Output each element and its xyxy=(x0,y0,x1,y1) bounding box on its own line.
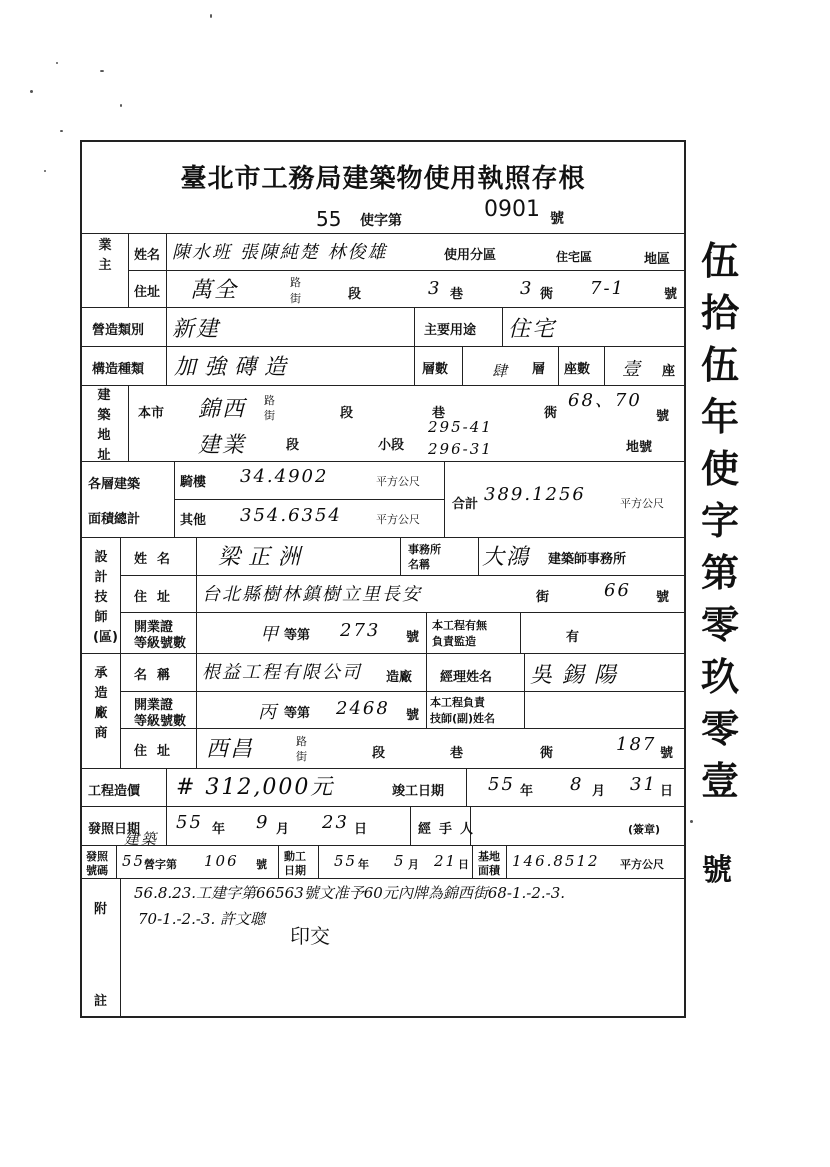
floors-unit: 層 xyxy=(532,362,546,377)
designer-office-label-2: 名稱 xyxy=(408,558,430,571)
arcade-value: 34.4902 xyxy=(240,466,329,487)
designer-sup-label-1: 本工程有無 xyxy=(432,619,487,632)
contractor-addr-nong: 衖 xyxy=(540,746,554,761)
designer-lic-label-1: 開業證 xyxy=(134,620,174,635)
owner-addr-road: 路 xyxy=(290,276,301,289)
owner-name-value: 陳水班 張陳純楚 林俊雄 xyxy=(172,242,388,263)
base-label-2: 面積 xyxy=(478,864,500,877)
base-value: 146.8512 xyxy=(512,852,600,870)
contractor-addr-label: 住址 xyxy=(134,744,181,759)
start-year: 55 xyxy=(334,852,358,870)
arcade-label: 騎樓 xyxy=(180,475,207,490)
site-lot2: 296-31 xyxy=(428,440,493,458)
done-month: 8 xyxy=(570,774,584,795)
permit-year: 55 xyxy=(122,852,146,870)
designer-name: 梁正洲 xyxy=(218,545,309,570)
area-total-unit: 平方公尺 xyxy=(620,497,664,510)
bldgs-value: 壹 xyxy=(622,359,642,380)
contractor-addr-road: 路 xyxy=(296,735,307,748)
done-date-label: 竣工日期 xyxy=(392,784,445,799)
license-label: 使字第 xyxy=(360,213,402,229)
start-year-unit: 年 xyxy=(358,858,369,871)
contractor-addr-duan: 段 xyxy=(372,746,386,761)
owner-addr-xiang-no: 3 xyxy=(428,278,442,299)
start-month: 5 xyxy=(394,852,406,870)
designer-lic-label-2: 等級號數 xyxy=(134,636,187,651)
contractor-eng-label-2: 技師(副)姓名 xyxy=(430,712,496,725)
done-day: 31 xyxy=(630,774,657,795)
side-mark: 伍拾伍年使字第零玖零壹 xyxy=(700,238,739,803)
structure-value: 加強磚造 xyxy=(174,355,295,380)
designer-addr-jie: 街 xyxy=(536,590,550,605)
issue-month: 9 xyxy=(256,812,270,833)
designer-office-label-1: 事務所 xyxy=(408,543,441,556)
area-total-label: 合計 xyxy=(452,497,479,512)
remarks-label-1: 附 xyxy=(94,902,108,917)
other-value: 354.6354 xyxy=(240,505,342,526)
site-jie: 街 xyxy=(264,409,275,422)
done-year-unit: 年 xyxy=(520,784,534,799)
site-duan: 段 xyxy=(340,406,354,421)
issue-date-label: 發照日期 xyxy=(88,822,141,837)
contractor-lic-label-1: 開業證 xyxy=(134,698,174,713)
bldgs-unit: 座 xyxy=(662,364,676,379)
cost-label: 工程造價 xyxy=(88,784,141,799)
done-month-unit: 月 xyxy=(592,784,606,799)
contractor-mgr-value: 吳錫陽 xyxy=(530,663,627,688)
seal-label: (簽章) xyxy=(628,823,661,836)
contractor-label: 承造廠商 xyxy=(94,666,108,741)
issue-year: 55 xyxy=(176,812,203,833)
owner-addr-street: 萬全 xyxy=(190,278,239,303)
structure-label: 構造種類 xyxy=(92,362,145,377)
owner-section-label xyxy=(97,236,113,276)
issue-month-unit: 月 xyxy=(276,822,290,837)
contractor-lic-grade: 丙 xyxy=(258,702,278,723)
site-road-value: 錦西 xyxy=(198,397,247,422)
permit-no: 106 xyxy=(204,852,239,870)
permit-hao: 號 xyxy=(256,858,267,871)
build-type-value: 新建 xyxy=(172,317,221,342)
contractor-mgr-label: 經理姓名 xyxy=(440,670,493,685)
owner-addr-nong: 衖 xyxy=(540,287,554,302)
issue-day: 23 xyxy=(322,812,349,833)
permit-label-2: 號碼 xyxy=(86,864,108,877)
license-year: 55 xyxy=(316,207,342,231)
permit-prefix: 營字第 xyxy=(144,858,177,871)
owner-addr-hao: 號 xyxy=(664,287,678,302)
contractor-addr-hao-no: 187 xyxy=(616,734,657,755)
zone-value: 住宅區 xyxy=(556,250,593,264)
cost-value: # 312,000元 xyxy=(176,775,335,800)
area-label-2: 面積總計 xyxy=(88,512,141,527)
area-total-value: 389.1256 xyxy=(484,484,586,505)
license-suffix: 號 xyxy=(550,211,564,227)
designer-office-suffix: 建築師事務所 xyxy=(548,552,627,567)
site-hao-value: 68、70 xyxy=(568,390,642,411)
issue-day-unit: 日 xyxy=(354,822,368,837)
start-month-unit: 月 xyxy=(408,858,419,871)
site-hao: 號 xyxy=(656,409,670,424)
owner-addr-duan: 段 xyxy=(348,287,362,302)
designer-addr-value: 台北縣樹林鎮樹立里長安 xyxy=(202,584,422,605)
contractor-addr-hao: 號 xyxy=(660,746,674,761)
remarks-label-2: 註 xyxy=(94,994,108,1009)
site-xiaoduan: 小段 xyxy=(378,438,405,453)
start-label-1: 動工 xyxy=(284,850,306,863)
other-unit: 平方公尺 xyxy=(376,513,420,526)
site-xiang: 巷 xyxy=(432,406,446,421)
owner-addr-hao-no: 7-1 xyxy=(590,278,625,299)
main-use-value: 住宅 xyxy=(508,317,557,342)
contractor-lic-hao: 號 xyxy=(406,708,420,723)
site-nong: 衖 xyxy=(544,406,558,421)
remarks-stamp: 印交 xyxy=(290,924,330,948)
contractor-lic-mid: 等第 xyxy=(284,706,311,721)
contractor-name-suffix: 造廠 xyxy=(386,670,413,685)
designer-lic-mid: 等第 xyxy=(284,628,311,643)
designer-addr-hao: 號 xyxy=(656,590,670,605)
zone-label: 使用分區 xyxy=(444,248,497,263)
permit-handwrite-above: 建築 xyxy=(124,830,159,848)
handler-label: 經手人 xyxy=(418,822,482,837)
owner-addr-jie: 街 xyxy=(290,292,301,305)
start-label-2: 日期 xyxy=(284,864,306,877)
designer-office-value: 大鴻 xyxy=(482,545,531,570)
owner-section-text: 業主 xyxy=(98,238,112,273)
designer-addr-label: 住址 xyxy=(134,590,181,605)
zone-suffix: 地區 xyxy=(644,252,671,267)
designer-lic-no: 273 xyxy=(340,620,381,641)
contractor-addr-jie: 街 xyxy=(296,750,307,763)
area-label-1: 各層建築 xyxy=(88,477,141,492)
license-number: 0901 xyxy=(484,197,540,222)
contractor-lic-label-2: 等級號數 xyxy=(134,714,187,729)
site-duan2: 段 xyxy=(286,438,300,453)
done-day-unit: 日 xyxy=(660,784,674,799)
site-road: 路 xyxy=(264,394,275,407)
build-type-label: 營造類別 xyxy=(92,323,145,338)
other-label: 其他 xyxy=(180,513,207,528)
contractor-name-label: 名稱 xyxy=(134,668,181,683)
contractor-eng-label-1: 本工程負責 xyxy=(430,696,485,709)
remarks-line-1: 56.8.23.工建字第66563號文准予60元內牌為錦西街68-1.-2.-3. xyxy=(134,884,566,902)
contractor-addr-value: 西昌 xyxy=(206,737,255,762)
site-label: 建築地址 xyxy=(97,388,111,463)
done-year: 55 xyxy=(488,774,515,795)
designer-label: 設計技師(區) xyxy=(93,550,118,645)
designer-lic-hao: 號 xyxy=(406,630,420,645)
contractor-lic-no: 2468 xyxy=(336,698,390,719)
contractor-name-value: 根益工程有限公司 xyxy=(202,662,362,683)
designer-lic-grade: 甲 xyxy=(260,624,280,645)
base-unit: 平方公尺 xyxy=(620,858,664,871)
arcade-unit: 平方公尺 xyxy=(376,475,420,488)
start-day-unit: 日 xyxy=(458,858,469,871)
designer-sup-label-2: 負責監造 xyxy=(432,635,476,648)
contractor-addr-xiang: 巷 xyxy=(450,746,464,761)
site-city: 本市 xyxy=(138,406,165,421)
main-use-label: 主要用途 xyxy=(424,323,477,338)
site-lot1: 295-41 xyxy=(428,418,493,436)
base-label-1: 基地 xyxy=(478,850,500,863)
remarks-line-2: 70-1.-2.-3. 許文聰 xyxy=(138,910,265,928)
start-day: 21 xyxy=(434,852,458,870)
document-title: 臺北市工務局建築物使用執照存根 xyxy=(180,164,586,194)
floors-label: 層數 xyxy=(422,362,449,377)
owner-name-label: 姓名 xyxy=(134,248,161,263)
permit-label-1: 發照 xyxy=(86,850,108,863)
floors-value: 肆 xyxy=(492,362,510,380)
site-duan2-value: 建業 xyxy=(198,433,247,458)
bldgs-label: 座數 xyxy=(564,362,591,377)
owner-addr-xiang: 巷 xyxy=(450,287,464,302)
owner-addr-nong-no: 3 xyxy=(520,278,534,299)
designer-sup-value: 有 xyxy=(566,630,580,645)
designer-addr-hao-no: 66 xyxy=(604,580,631,601)
issue-year-unit: 年 xyxy=(212,822,226,837)
designer-name-label: 姓名 xyxy=(134,552,181,567)
owner-addr-label: 住址 xyxy=(134,285,161,300)
side-mark-bottom: 號 xyxy=(702,853,732,888)
site-dihao: 地號 xyxy=(626,440,653,455)
